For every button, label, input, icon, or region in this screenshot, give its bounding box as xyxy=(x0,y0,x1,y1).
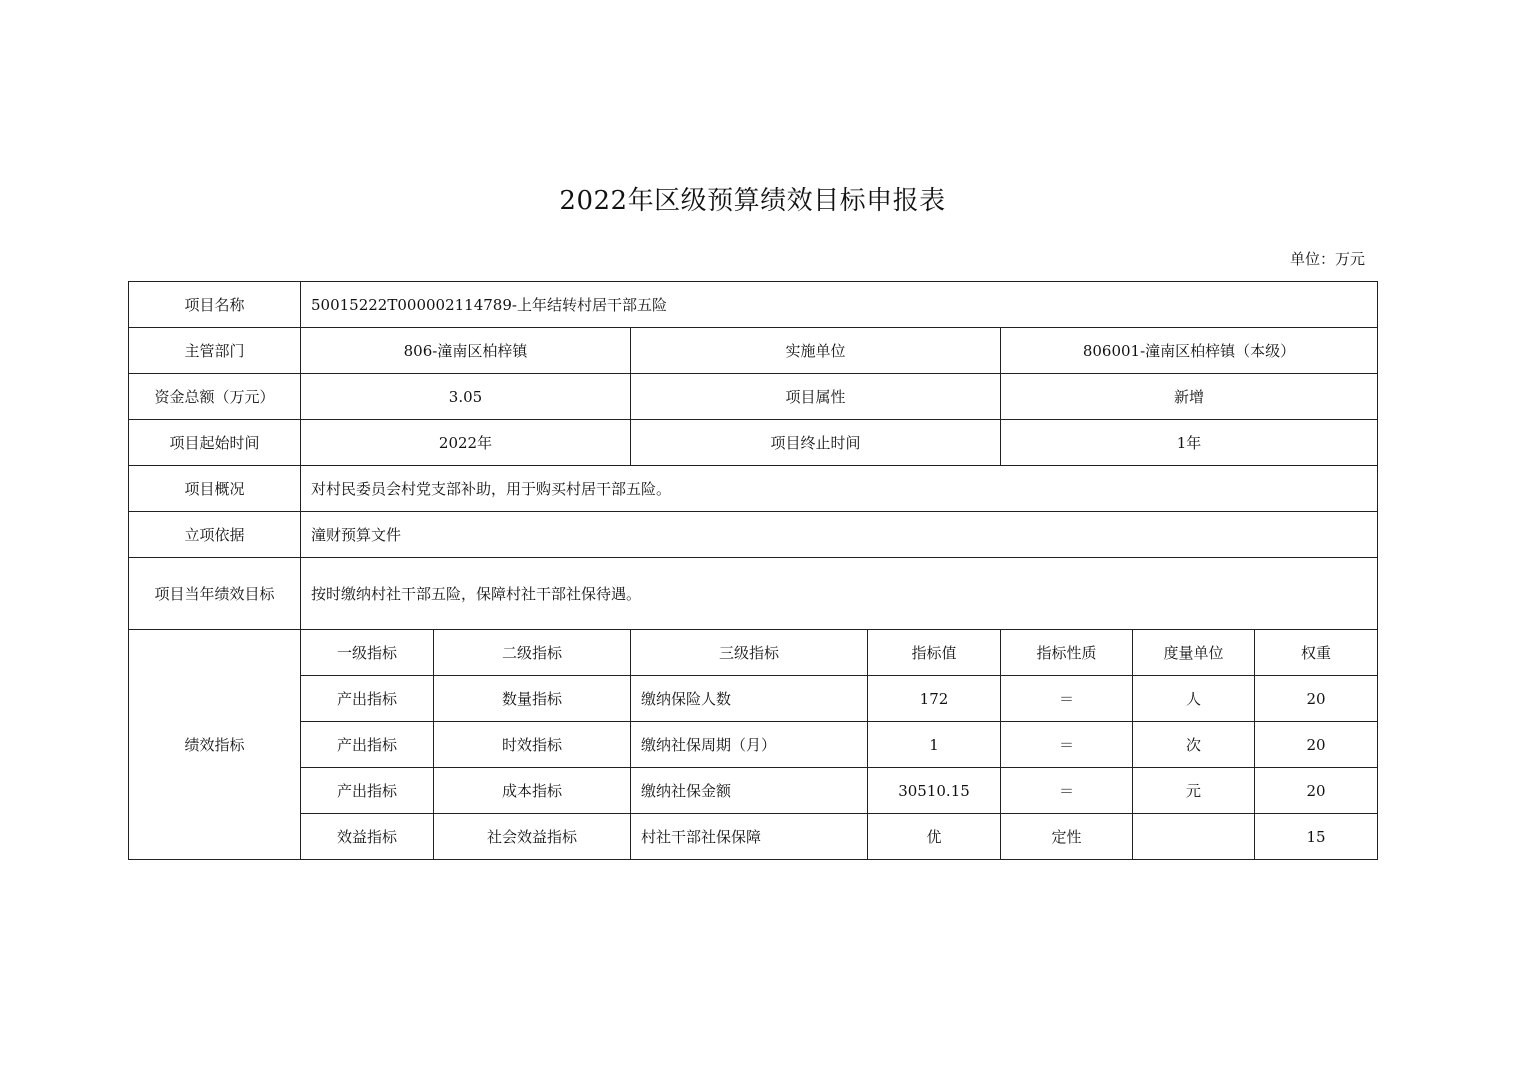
indicator-row xyxy=(129,722,1378,768)
row-goal xyxy=(129,558,1378,630)
attr-value: 新增 xyxy=(1001,374,1378,420)
header-value: 指标值 xyxy=(868,630,1001,676)
dept-value: 806-潼南区柏梓镇 xyxy=(301,328,631,374)
indicator-level2: 数量指标 xyxy=(434,676,631,722)
unit-label: 单位：万元 xyxy=(1289,250,1365,268)
basis-value: 潼财预算文件 xyxy=(301,512,1378,558)
indicator-row xyxy=(129,768,1378,814)
row-project-name xyxy=(129,282,1378,328)
basis-label: 立项依据 xyxy=(129,512,301,558)
indicator-value: 172 xyxy=(868,676,1001,722)
start-value: 2022年 xyxy=(301,420,631,466)
indicator-section-label: 绩效指标 xyxy=(129,630,301,860)
indicator-unit xyxy=(1133,814,1255,860)
indicator-level2: 成本指标 xyxy=(434,768,631,814)
row-department xyxy=(129,328,1378,374)
indicator-weight: 15 xyxy=(1255,814,1378,860)
indicator-level3: 缴纳社保金额 xyxy=(631,768,868,814)
header-nature: 指标性质 xyxy=(1001,630,1133,676)
indicator-nature: 定性 xyxy=(1001,814,1133,860)
indicator-weight: 20 xyxy=(1255,722,1378,768)
budget-form-table xyxy=(128,281,1378,860)
indicator-level1: 产出指标 xyxy=(301,676,434,722)
indicator-level3: 缴纳社保周期（月） xyxy=(631,722,868,768)
start-label: 项目起始时间 xyxy=(129,420,301,466)
end-label: 项目终止时间 xyxy=(631,420,1001,466)
overview-value: 对村民委员会村党支部补助，用于购买村居干部五险。 xyxy=(301,466,1378,512)
header-level1: 一级指标 xyxy=(301,630,434,676)
fund-value: 3.05 xyxy=(301,374,631,420)
impl-label: 实施单位 xyxy=(631,328,1001,374)
impl-value: 806001-潼南区柏梓镇（本级） xyxy=(1001,328,1378,374)
row-overview xyxy=(129,466,1378,512)
indicator-unit: 元 xyxy=(1133,768,1255,814)
header-unit: 度量单位 xyxy=(1133,630,1255,676)
indicator-value: 30510.15 xyxy=(868,768,1001,814)
page-title: 2022年区级预算绩效目标申报表 xyxy=(559,186,946,216)
indicator-nature: ＝ xyxy=(1001,768,1133,814)
project-name-value: 50015222T000002114789-上年结转村居干部五险 xyxy=(301,282,1378,328)
header-weight: 权重 xyxy=(1255,630,1378,676)
goal-label: 项目当年绩效目标 xyxy=(129,558,301,630)
indicator-weight: 20 xyxy=(1255,768,1378,814)
indicator-unit: 人 xyxy=(1133,676,1255,722)
end-value: 1年 xyxy=(1001,420,1378,466)
indicator-level2: 社会效益指标 xyxy=(434,814,631,860)
indicator-level2: 时效指标 xyxy=(434,722,631,768)
indicator-level1: 效益指标 xyxy=(301,814,434,860)
indicator-unit: 次 xyxy=(1133,722,1255,768)
header-level3: 三级指标 xyxy=(631,630,868,676)
row-time xyxy=(129,420,1378,466)
fund-label: 资金总额（万元） xyxy=(129,374,301,420)
indicator-row xyxy=(129,676,1378,722)
attr-label: 项目属性 xyxy=(631,374,1001,420)
dept-label: 主管部门 xyxy=(129,328,301,374)
row-basis xyxy=(129,512,1378,558)
overview-label: 项目概况 xyxy=(129,466,301,512)
indicator-weight: 20 xyxy=(1255,676,1378,722)
header-level2: 二级指标 xyxy=(434,630,631,676)
indicator-row xyxy=(129,814,1378,860)
project-name-label: 项目名称 xyxy=(129,282,301,328)
indicator-header-row xyxy=(129,630,1378,676)
indicator-nature: ＝ xyxy=(1001,676,1133,722)
indicator-level1: 产出指标 xyxy=(301,768,434,814)
indicator-nature: ＝ xyxy=(1001,722,1133,768)
indicator-value: 1 xyxy=(868,722,1001,768)
indicator-level3: 村社干部社保保障 xyxy=(631,814,868,860)
goal-value: 按时缴纳村社干部五险，保障村社干部社保待遇。 xyxy=(301,558,1378,630)
indicator-value: 优 xyxy=(868,814,1001,860)
indicator-level3: 缴纳保险人数 xyxy=(631,676,868,722)
row-fund xyxy=(129,374,1378,420)
indicator-level1: 产出指标 xyxy=(301,722,434,768)
